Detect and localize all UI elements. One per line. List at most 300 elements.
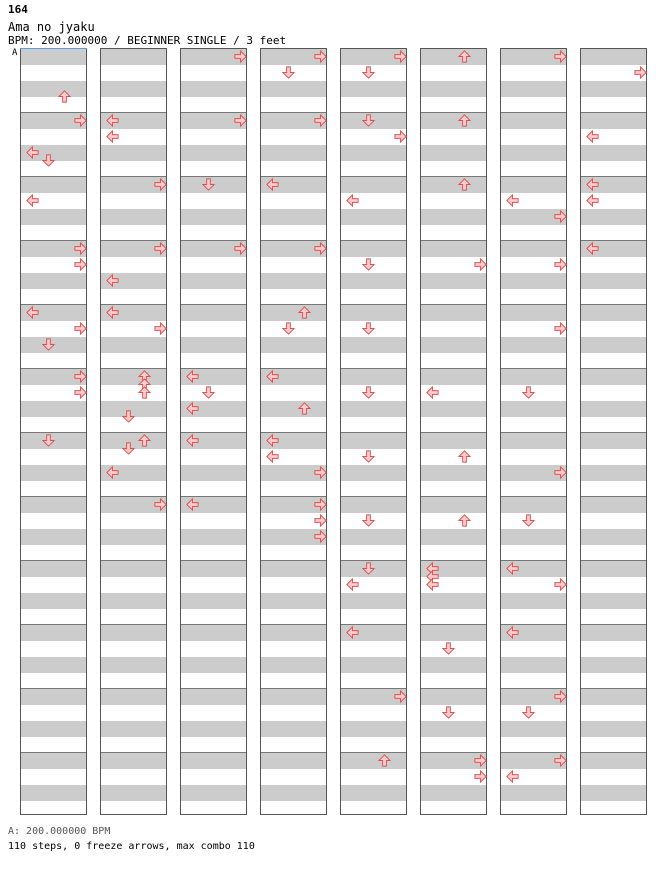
measure-line (21, 624, 86, 625)
arrow-right-icon (233, 113, 248, 128)
arrow-down-icon (361, 65, 376, 80)
beat-band (501, 529, 566, 545)
measure-line (341, 240, 406, 241)
beat-band (341, 305, 406, 321)
measure-line (421, 112, 486, 113)
measure-line (581, 112, 646, 113)
beat-band (421, 465, 486, 481)
beat-band (101, 369, 166, 385)
arrow-down-icon (441, 641, 456, 656)
arrow-left-icon (505, 625, 520, 640)
beat-band (261, 753, 326, 769)
beat-band (21, 49, 86, 65)
measure-line (501, 368, 566, 369)
arrow-left-icon (105, 273, 120, 288)
beat-band (261, 785, 326, 801)
beat-band (421, 721, 486, 737)
beat-band (421, 657, 486, 673)
arrow-right-icon (73, 113, 88, 128)
measure-line (341, 752, 406, 753)
beat-band (181, 145, 246, 161)
measure-line (261, 752, 326, 753)
arrow-right-icon (473, 753, 488, 768)
beat-band (581, 529, 646, 545)
measure-line (421, 304, 486, 305)
measure-line (341, 368, 406, 369)
beat-band (581, 49, 646, 65)
beat-band (261, 625, 326, 641)
measure-line (581, 304, 646, 305)
beat-band (261, 81, 326, 97)
beat-band (101, 753, 166, 769)
beat-band (21, 657, 86, 673)
arrow-down-icon (521, 705, 536, 720)
beat-band (21, 273, 86, 289)
arrow-left-icon (185, 401, 200, 416)
beat-band (261, 561, 326, 577)
beat-band (501, 241, 566, 257)
arrow-up-icon (457, 177, 472, 192)
measure-line (421, 624, 486, 625)
arrow-right-icon (553, 753, 568, 768)
beat-band (581, 465, 646, 481)
measure-line (101, 752, 166, 753)
beat-band (501, 145, 566, 161)
measure-line (261, 688, 326, 689)
arrow-left-icon (105, 129, 120, 144)
arrow-down-icon (361, 513, 376, 528)
beat-band (501, 337, 566, 353)
arrow-left-icon (585, 193, 600, 208)
arrow-right-icon (73, 369, 88, 384)
beat-band (581, 689, 646, 705)
beat-band (581, 785, 646, 801)
beat-band (341, 241, 406, 257)
measure-line (501, 112, 566, 113)
beat-band (581, 497, 646, 513)
beat-band (21, 689, 86, 705)
beat-band (261, 401, 326, 417)
beat-band (101, 561, 166, 577)
beat-band (501, 721, 566, 737)
measure-line (501, 432, 566, 433)
beat-band (101, 49, 166, 65)
beat-band (581, 337, 646, 353)
beat-band (501, 497, 566, 513)
arrow-right-icon (233, 241, 248, 256)
arrow-up-icon (457, 449, 472, 464)
beat-band (181, 529, 246, 545)
beat-band (101, 625, 166, 641)
measure-line (21, 176, 86, 177)
beat-band (181, 785, 246, 801)
measure-line (101, 432, 166, 433)
beat-band (101, 81, 166, 97)
bpm-legend: A: 200.000000 BPM (8, 826, 111, 837)
beat-band (421, 593, 486, 609)
arrow-left-icon (585, 177, 600, 192)
beat-band (21, 529, 86, 545)
arrow-right-icon (553, 321, 568, 336)
beat-band (421, 529, 486, 545)
beat-band (581, 657, 646, 673)
arrow-right-icon (153, 497, 168, 512)
arrow-right-icon (553, 49, 568, 64)
arrow-left-icon (505, 561, 520, 576)
beat-band (261, 209, 326, 225)
beat-band (261, 689, 326, 705)
measure-line (501, 240, 566, 241)
arrow-left-icon (505, 769, 520, 784)
beat-band (341, 145, 406, 161)
arrow-right-icon (73, 321, 88, 336)
arrow-left-icon (345, 577, 360, 592)
arrow-right-icon (313, 465, 328, 480)
measure-line (581, 688, 646, 689)
beat-band (181, 337, 246, 353)
arrow-left-icon (105, 465, 120, 480)
arrow-right-icon (393, 689, 408, 704)
chart-column (580, 48, 647, 815)
arrow-right-icon (153, 241, 168, 256)
beat-band (421, 273, 486, 289)
arrow-right-icon (73, 241, 88, 256)
beat-band (261, 145, 326, 161)
chart-column (500, 48, 567, 815)
beat-band (421, 49, 486, 65)
measure-line (21, 496, 86, 497)
measure-line (101, 688, 166, 689)
beat-band (341, 657, 406, 673)
beat-band (181, 81, 246, 97)
beat-band (101, 689, 166, 705)
arrow-right-icon (313, 529, 328, 544)
beat-band (581, 145, 646, 161)
measure-line (181, 560, 246, 561)
beat-band (581, 721, 646, 737)
measure-line (501, 304, 566, 305)
song-info: BPM: 200.000000 / BEGINNER SINGLE / 3 feet (8, 34, 287, 47)
measure-line (261, 304, 326, 305)
arrow-down-icon (41, 337, 56, 352)
arrow-right-icon (73, 257, 88, 272)
arrow-down-icon (361, 449, 376, 464)
beat-band (501, 593, 566, 609)
beat-band (581, 369, 646, 385)
arrow-right-icon (313, 497, 328, 512)
chart-column (100, 48, 167, 815)
arrow-left-icon (425, 385, 440, 400)
arrow-left-icon (265, 369, 280, 384)
beat-band (21, 401, 86, 417)
arrow-down-icon (41, 153, 56, 168)
arrow-left-icon (185, 433, 200, 448)
song-number: 164 (8, 3, 28, 16)
arrow-right-icon (233, 49, 248, 64)
beat-band (181, 593, 246, 609)
arrow-down-icon (361, 321, 376, 336)
arrow-down-icon (361, 561, 376, 576)
arrow-left-icon (185, 497, 200, 512)
beat-band (421, 113, 486, 129)
measure-line (581, 496, 646, 497)
beat-band (21, 177, 86, 193)
measure-line (341, 304, 406, 305)
beat-band (341, 177, 406, 193)
chart-column (20, 48, 87, 815)
measure-line (101, 624, 166, 625)
beat-band (501, 433, 566, 449)
beat-band (501, 785, 566, 801)
arrow-right-icon (393, 129, 408, 144)
beat-band (421, 369, 486, 385)
beat-band (501, 273, 566, 289)
measure-line (261, 560, 326, 561)
beat-band (581, 401, 646, 417)
measure-line (181, 304, 246, 305)
measure-line (101, 560, 166, 561)
beat-band (341, 209, 406, 225)
beat-band (421, 337, 486, 353)
beat-band (581, 625, 646, 641)
beat-band (181, 209, 246, 225)
measure-line (21, 688, 86, 689)
beat-band (21, 497, 86, 513)
arrow-up-icon (457, 513, 472, 528)
beat-band (501, 401, 566, 417)
arrow-down-icon (361, 385, 376, 400)
arrow-right-icon (313, 49, 328, 64)
beat-band (501, 177, 566, 193)
beat-band (341, 401, 406, 417)
beat-band (21, 753, 86, 769)
beat-band (21, 593, 86, 609)
beat-band (21, 81, 86, 97)
beat-band (101, 593, 166, 609)
beat-band (421, 625, 486, 641)
beat-band (21, 625, 86, 641)
arrow-right-icon (633, 65, 648, 80)
arrow-down-icon (201, 177, 216, 192)
beat-band (421, 241, 486, 257)
arrow-right-icon (553, 465, 568, 480)
arrow-down-icon (361, 113, 376, 128)
beat-band (101, 657, 166, 673)
beat-band (101, 145, 166, 161)
arrow-left-icon (265, 433, 280, 448)
arrow-left-icon (345, 625, 360, 640)
arrow-up-icon (457, 113, 472, 128)
beat-band (261, 273, 326, 289)
beat-band (421, 689, 486, 705)
beat-band (181, 657, 246, 673)
beat-band (421, 305, 486, 321)
measure-line (421, 368, 486, 369)
beat-band (501, 657, 566, 673)
beat-band (181, 689, 246, 705)
arrow-right-icon (313, 513, 328, 528)
arrow-left-icon (585, 129, 600, 144)
arrow-right-icon (553, 209, 568, 224)
beat-band (21, 561, 86, 577)
measure-line (421, 176, 486, 177)
beat-band (341, 753, 406, 769)
beat-band (21, 785, 86, 801)
arrow-up-icon (457, 49, 472, 64)
arrow-right-icon (553, 257, 568, 272)
arrow-right-icon (73, 385, 88, 400)
measure-line (581, 368, 646, 369)
measure-line (21, 752, 86, 753)
arrow-right-icon (473, 257, 488, 272)
arrow-down-icon (281, 321, 296, 336)
beat-band (341, 369, 406, 385)
measure-line (421, 432, 486, 433)
beat-band (501, 369, 566, 385)
beat-band (101, 337, 166, 353)
beat-band (261, 305, 326, 321)
arrow-down-icon (521, 385, 536, 400)
arrow-left-icon (185, 369, 200, 384)
beat-band (581, 593, 646, 609)
arrow-right-icon (393, 49, 408, 64)
arrow-left-icon (25, 145, 40, 160)
beat-band (341, 465, 406, 481)
beat-band (101, 209, 166, 225)
song-title: Ama no jyaku (8, 20, 95, 34)
beat-band (581, 209, 646, 225)
arrow-down-icon (201, 385, 216, 400)
beat-band (181, 273, 246, 289)
arrow-right-icon (313, 241, 328, 256)
arrow-up-icon (57, 89, 72, 104)
beat-band (581, 305, 646, 321)
arrow-left-icon (265, 449, 280, 464)
arrow-down-icon (281, 65, 296, 80)
beat-band (21, 721, 86, 737)
measure-line (341, 496, 406, 497)
arrow-right-icon (473, 769, 488, 784)
arrow-right-icon (153, 321, 168, 336)
beat-band (181, 753, 246, 769)
chart-column (180, 48, 247, 815)
step-stats: 110 steps, 0 freeze arrows, max combo 110 (8, 841, 255, 852)
beat-band (341, 721, 406, 737)
beat-band (101, 721, 166, 737)
beat-band (341, 433, 406, 449)
bpm-marker-line (20, 48, 87, 49)
measure-line (181, 752, 246, 753)
arrow-left-icon (345, 193, 360, 208)
beat-band (341, 337, 406, 353)
arrow-up-icon (137, 433, 152, 448)
arrow-up-icon (137, 385, 152, 400)
chart-column (260, 48, 327, 815)
arrow-down-icon (121, 409, 136, 424)
arrow-right-icon (313, 113, 328, 128)
measure-line (581, 752, 646, 753)
beat-band (261, 337, 326, 353)
arrow-down-icon (521, 513, 536, 528)
beat-band (421, 401, 486, 417)
beat-band (581, 561, 646, 577)
measure-line (421, 496, 486, 497)
beat-band (581, 433, 646, 449)
measure-line (421, 240, 486, 241)
arrow-up-icon (297, 305, 312, 320)
beat-band (101, 785, 166, 801)
beat-band (421, 497, 486, 513)
beat-band (341, 529, 406, 545)
beat-band (581, 273, 646, 289)
beat-band (181, 305, 246, 321)
measure-line (501, 496, 566, 497)
arrow-right-icon (553, 689, 568, 704)
beat-band (581, 113, 646, 129)
beat-band (21, 209, 86, 225)
arrow-down-icon (361, 257, 376, 272)
measure-line (181, 624, 246, 625)
measure-line (421, 688, 486, 689)
chart-column (420, 48, 487, 815)
arrow-down-icon (441, 705, 456, 720)
beat-band (581, 753, 646, 769)
beat-band (341, 497, 406, 513)
arrow-left-icon (105, 113, 120, 128)
arrow-left-icon (25, 305, 40, 320)
beat-band (421, 81, 486, 97)
measure-line (501, 176, 566, 177)
measure-line (581, 432, 646, 433)
arrow-up-icon (377, 753, 392, 768)
beat-band (421, 145, 486, 161)
arrow-down-icon (121, 441, 136, 456)
measure-line (581, 624, 646, 625)
measure-line (21, 560, 86, 561)
beat-band (501, 113, 566, 129)
beat-band (181, 561, 246, 577)
beat-band (421, 433, 486, 449)
beat-band (261, 721, 326, 737)
measure-line (101, 368, 166, 369)
arrow-up-icon (297, 401, 312, 416)
measure-line (261, 624, 326, 625)
beat-band (261, 657, 326, 673)
beat-band (101, 529, 166, 545)
arrow-left-icon (425, 577, 440, 592)
arrow-left-icon (585, 241, 600, 256)
beat-band (21, 465, 86, 481)
arrow-right-icon (553, 577, 568, 592)
beat-band (421, 177, 486, 193)
arrow-left-icon (265, 177, 280, 192)
beat-band (341, 81, 406, 97)
measure-line (581, 560, 646, 561)
beat-band (341, 785, 406, 801)
bpm-marker-label: A (12, 48, 18, 58)
arrow-left-icon (105, 305, 120, 320)
arrow-right-icon (153, 177, 168, 192)
measure-line (181, 688, 246, 689)
beat-band (341, 273, 406, 289)
beat-band (501, 81, 566, 97)
measure-line (341, 432, 406, 433)
beat-band (181, 625, 246, 641)
beat-band (581, 81, 646, 97)
arrow-down-icon (41, 433, 56, 448)
measure-line (341, 176, 406, 177)
beat-band (421, 785, 486, 801)
